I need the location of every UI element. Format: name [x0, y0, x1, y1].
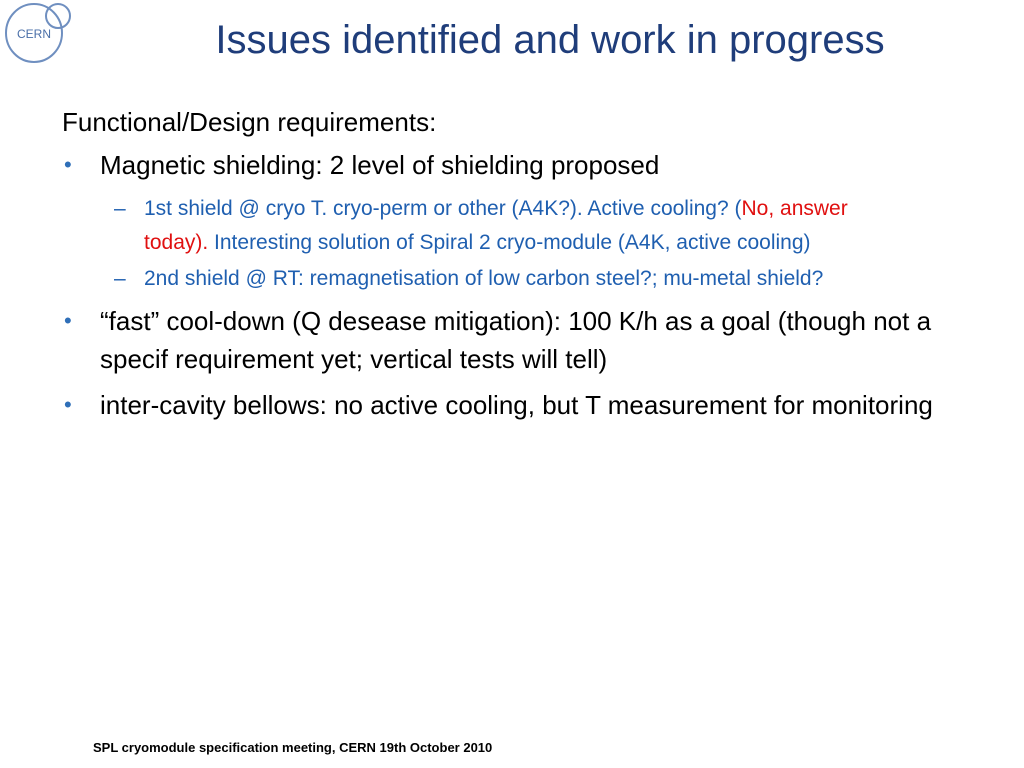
- bullet-text: inter-cavity bellows: no active cooling, but T measurement for monitoring: [100, 390, 933, 420]
- cern-logo: [0, 0, 74, 70]
- sub-item-first-shield: [62, 192, 912, 260]
- slide-body: [62, 104, 962, 432]
- bullet-item-magnetic-shielding: [62, 146, 945, 184]
- bullet-icon: •: [64, 152, 72, 177]
- dash-icon: –: [114, 267, 126, 290]
- sub-item-text-part1: 1st shield @ cryo T. cryo-perm or other (A4K?). Active cooling? (: [144, 197, 742, 220]
- cern-logo-text: CERN: [16, 27, 52, 41]
- sub-item-text: 2nd shield @ RT: remagnetisation of low carbon steel?; mu-metal shield?: [144, 267, 824, 290]
- sub-item-second-shield: [62, 262, 912, 296]
- bullet-text: “fast” cool-down (Q desease mitigation): 100 K/h as a goal (though not a specif requirement yet; vertical tests will tell): [100, 306, 932, 374]
- bullet-item-fast-cooldown: [62, 302, 945, 378]
- sub-item-highlight: No, answer today).: [144, 197, 848, 254]
- slide-footer: SPL cryomodule specification meeting, CERN 19th October 2010: [93, 740, 493, 755]
- sub-item-text-part3: Interesting solution of Spiral 2 cryo-module (A4K, active cooling): [208, 231, 811, 254]
- bullet-item-inter-cavity-bellows: [62, 386, 945, 424]
- bullet-icon: •: [64, 392, 72, 417]
- bullet-icon: •: [64, 308, 72, 333]
- bullet-text: Magnetic shielding: 2 level of shielding proposed: [100, 150, 660, 180]
- slide-title: Issues identified and work in progress: [215, 18, 885, 62]
- intro-heading: Functional/Design requirements:: [62, 107, 437, 137]
- dash-icon: –: [114, 197, 126, 220]
